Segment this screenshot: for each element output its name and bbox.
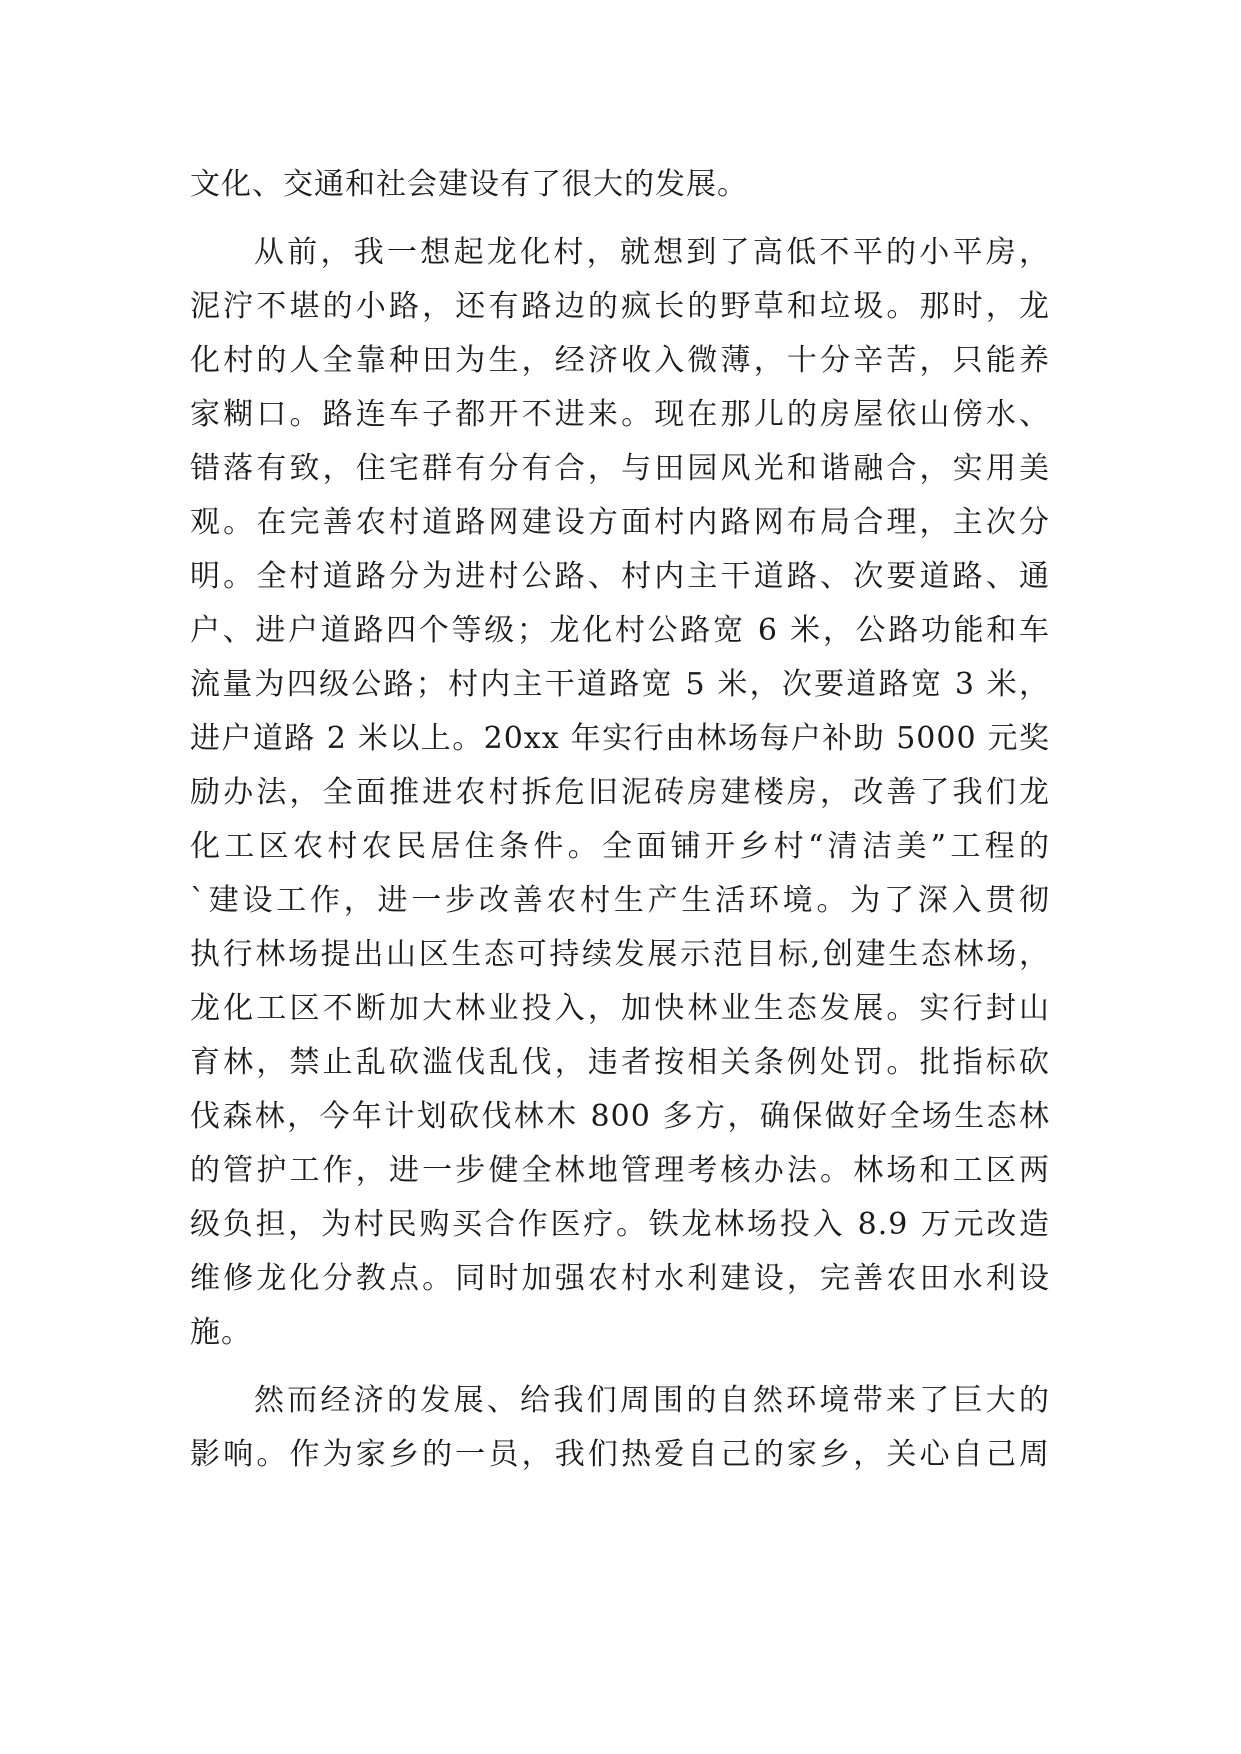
- text-line: 流量为四级公路；村内主干道路宽 5 米，次要道路宽 3 米，: [190, 667, 1050, 702]
- text-line: 级负担，为村民购买合作医疗。铁龙林场投入 8.9 万元改造: [190, 1207, 1050, 1242]
- text-line: 泥泞不堪的小路，还有路边的疯长的野草和垃圾。那时，龙: [190, 289, 1050, 324]
- text-line: 进户道路 2 米以上。20xx 年实行由林场每户补助 5000 元奖: [190, 721, 1050, 756]
- text-line: 观。在完善农村道路网建设方面村内路网布局合理，主次分: [190, 505, 1050, 540]
- text-line: 伐森林，今年计划砍伐林木 800 多方，确保做好全场生态林: [190, 1099, 1050, 1134]
- text-line: 龙化工区不断加大林业投入，加快林业生态发展。实行封山: [190, 991, 1050, 1026]
- text-line: 从前，我一想起龙化村，就想到了高低不平的小平房，: [254, 235, 1050, 270]
- text-line: 影响。作为家乡的一员，我们热爱自己的家乡，关心自己周: [190, 1437, 1050, 1472]
- text-line: 化工区农村农民居住条件。全面铺开乡村“清洁美”工程的: [190, 829, 1050, 864]
- document-body: [190, 158, 1050, 1482]
- text-line: 化村的人全靠种田为生，经济收入微薄，十分辛苦，只能养: [190, 343, 1050, 378]
- text-line: `建设工作，进一步改善农村生产生活环境。为了深入贯彻: [190, 883, 1050, 918]
- text-line: 的管护工作，进一步健全林地管理考核办法。林场和工区两: [190, 1153, 1050, 1188]
- text-line: 明。全村道路分为进村公路、村内主干道路、次要道路、通: [190, 559, 1050, 594]
- text-line: 家糊口。路连车子都开不进来。现在那儿的房屋依山傍水、: [190, 397, 1050, 432]
- paragraph: [190, 158, 1050, 212]
- text-line: 然而经济的发展、给我们周围的自然环境带来了巨大的: [254, 1383, 1050, 1418]
- text-line: 励办法，全面推进农村拆危旧泥砖房建楼房，改善了我们龙: [190, 775, 1050, 810]
- text-line: 户、进户道路四个等级；龙化村公路宽 6 米，公路功能和车: [190, 613, 1050, 648]
- paragraph: [190, 1374, 1050, 1482]
- text-line: 文化、交通和社会建设有了很大的发展。: [190, 167, 748, 202]
- paragraph: [190, 226, 1050, 1360]
- text-line: 维修龙化分教点。同时加强农村水利建设，完善农田水利设: [190, 1261, 1050, 1296]
- text-line: 错落有致，住宅群有分有合，与田园风光和谐融合，实用美: [190, 451, 1050, 486]
- text-line: 育林，禁止乱砍滥伐乱伐，违者按相关条例处罚。批指标砍: [190, 1045, 1050, 1080]
- text-line: 执行林场提出山区生态可持续发展示范目标,创建生态林场，: [190, 937, 1050, 972]
- text-line: 施。: [190, 1315, 252, 1350]
